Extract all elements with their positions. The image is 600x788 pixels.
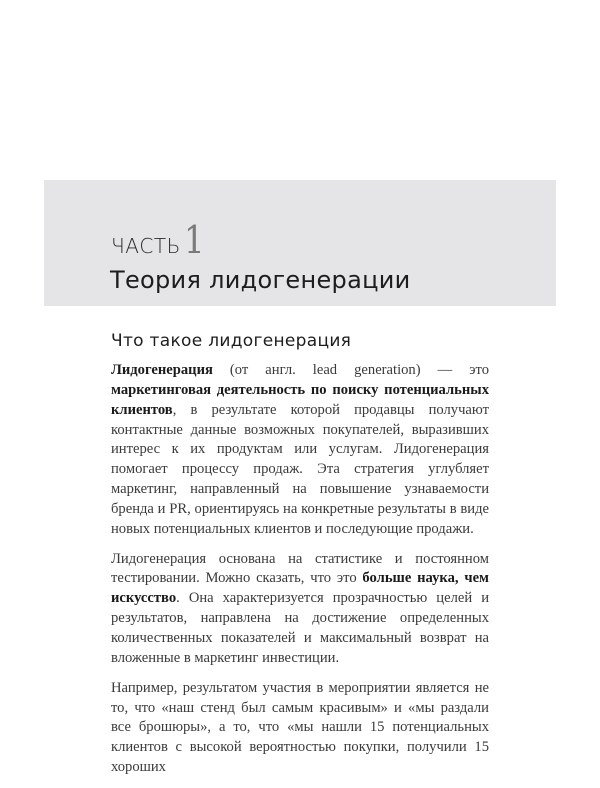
text-segment: (от англ. lead generation) — это [212,362,489,378]
part-number: 1 [183,218,205,262]
chapter-title: Теория лидогенерации [110,266,411,294]
text-segment: , в результате которой продавцы получают контактные данные возможных покупателей, выразивших интерес к их продуктам или услугам. Лидогенерация помогает процессу продаж. Эта стратегия углубляет маркетинг, направленный на повышение узнаваемости бренда и PR, ориентируясь на конкретные результаты в виде новых потенциальных клиентов и последующие продажи. [111,401,489,537]
section-heading: Что такое лидогенерация [111,331,352,351]
text-segment: . Она характеризуется прозрачностью целей и результатов, направлена на достижение определенных количественных показателей и максимальный возврат на вложенные в маркетинг инвестиции. [111,590,489,666]
term-bold: Лидогенерация [111,362,213,378]
body-text [111,361,489,788]
paragraph-3 [111,679,489,778]
chapter-banner [44,180,556,306]
text-segment: Например, результатом участия в мероприятии является не то, что «наш стенд был самым красивым» и «мы раздали все брошюры», а то, что «мы нашли 15 потенциальных клиентов с высокой вероятностью покупки, получили 15 хороших [111,679,489,776]
paragraph-2 [111,550,489,669]
emphasis-bold: больше наука, чем искусство [111,570,489,607]
part-label: ЧАСТЬ [111,234,181,258]
paragraph-1 [111,361,489,540]
text-segment: Лидогенерация основана на статистике и постоянном тестировании. Можно сказать, что это [111,550,489,587]
part-heading [111,218,208,262]
definition-bold: маркетинговая деятельность по поиску потенциальных клиентов [111,381,489,418]
